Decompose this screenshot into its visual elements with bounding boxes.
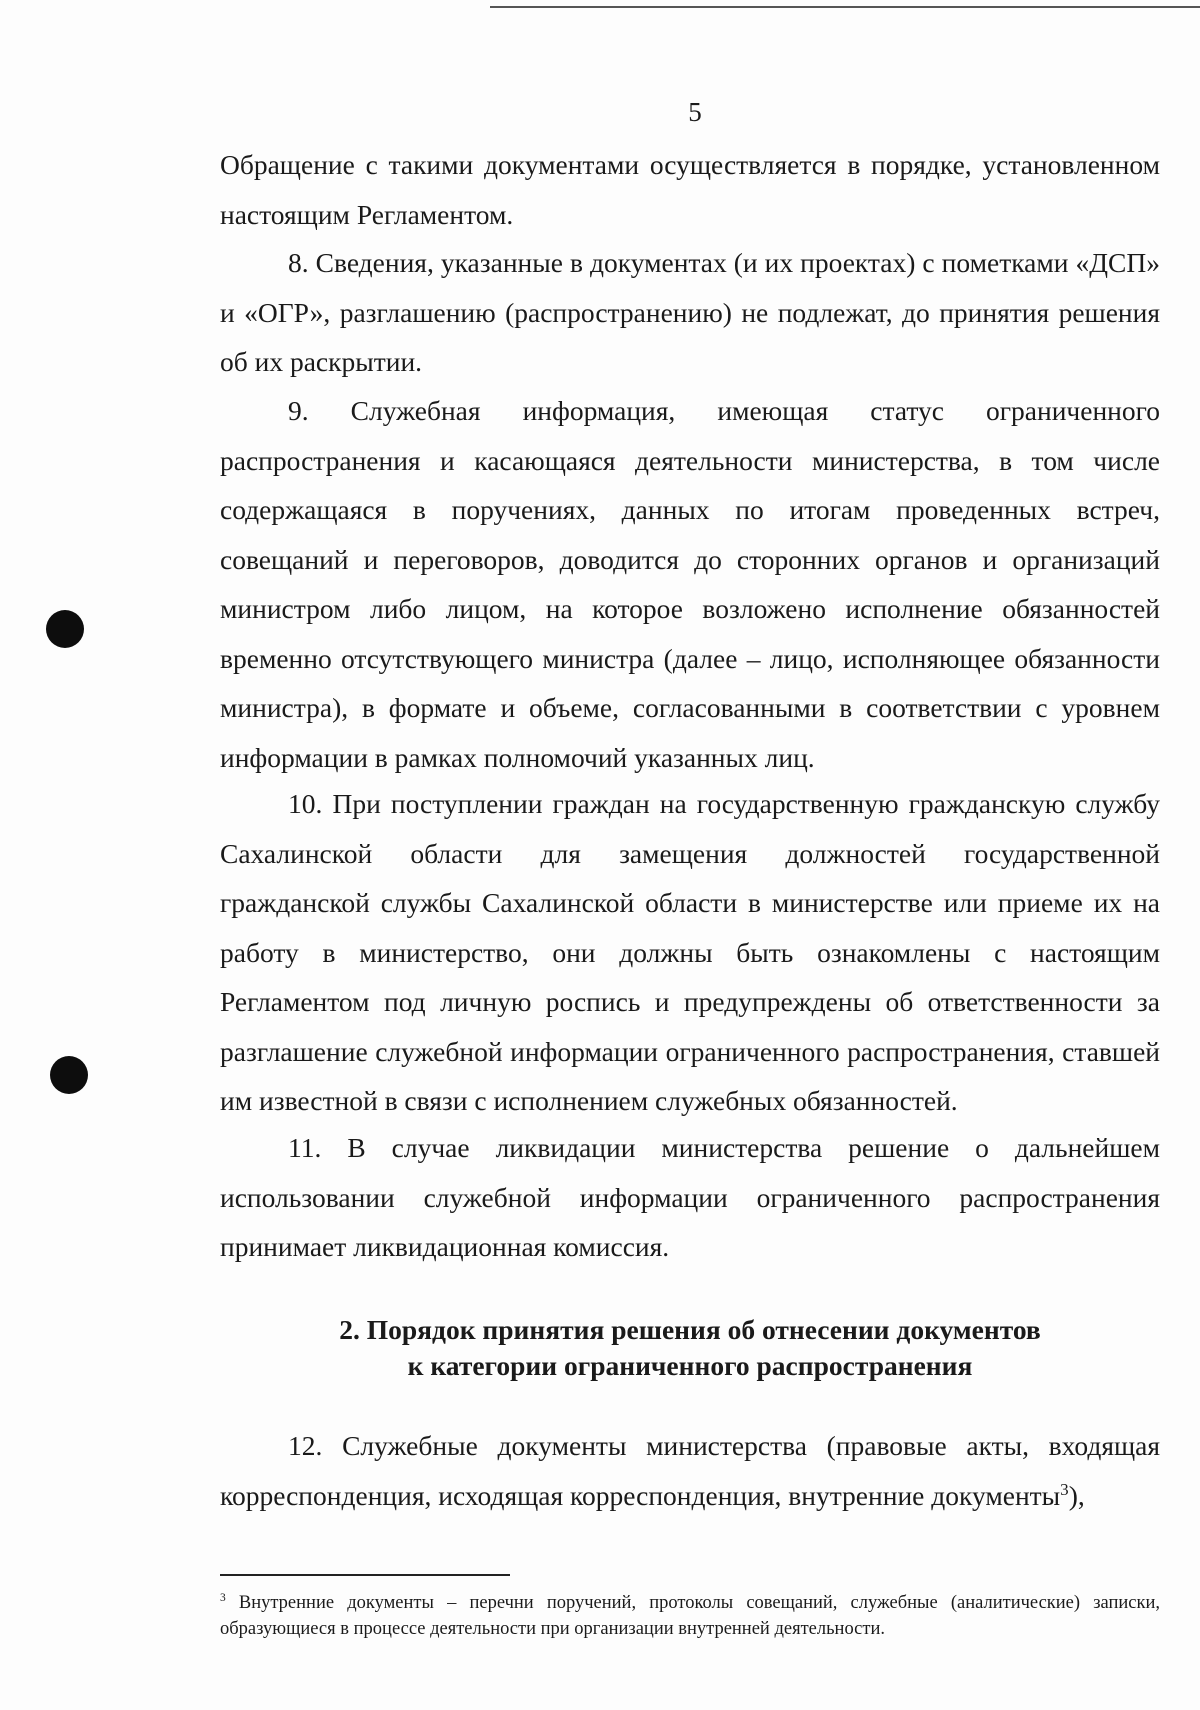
hole-punch-mark bbox=[46, 610, 84, 648]
section-heading-line-1: 2. Порядок принятия решения об отнесении документов bbox=[339, 1314, 1041, 1345]
footnote-separator bbox=[220, 1574, 510, 1576]
section-heading bbox=[220, 1312, 1160, 1384]
footnote-marker: 3 bbox=[220, 1591, 226, 1604]
paragraph-item-9: 9. Служебная информация, имеющая статус ограниченного распространения и касающаяся деятельности министерства, в том числе содержащаяся в поручениях, данных по итогам проведенных встреч, совещаний и переговоров, доводится до сторонних органов и организаций министром либо лицом, на которое возложено исполнение обязанностей временно отсутствующего министра (далее – лицо, исполняющее обязанности министра), в формате и объеме, согласованными в соответствии с уровнем информации в рамках полномочий указанных лиц. bbox=[220, 395, 1160, 773]
footnote bbox=[220, 1590, 1160, 1642]
paragraph-item-12-tail: ), bbox=[1068, 1479, 1085, 1511]
paragraph-item-11: 11. В случае ликвидации министерства решение о дальнейшем использовании служебной информации ограниченного распространения принимает ликвидационная комиссия. bbox=[220, 1132, 1160, 1262]
paragraph-continuation: Обращение с такими документами осуществляется в порядке, установленном настоящим Регламентом. bbox=[220, 149, 1160, 230]
footnote-text: Внутренние документы – перечни поручений, протоколы совещаний, служебные (аналитические) записки, образующиеся в процессе деятельности при организации внутренней деятельности. bbox=[220, 1593, 1160, 1639]
hole-punch-mark bbox=[50, 1056, 88, 1094]
paragraph-item-12 bbox=[220, 1421, 1160, 1520]
section-heading-line-2: к категории ограниченного распространения bbox=[407, 1350, 973, 1381]
paragraph-item-12-text: 12. Служебные документы министерства (правовые акты, входящая корреспонденция, исходящая корреспонденция, внутренние документы bbox=[220, 1430, 1160, 1511]
page-number: 5 bbox=[688, 97, 702, 127]
footnote-reference: 3 bbox=[1060, 1479, 1069, 1499]
paragraph-item-8: 8. Сведения, указанные в документах (и их проектах) с пометками «ДСП» и «ОГР», разглашению (распространению) не подлежат, до принятия решения об их раскрытии. bbox=[220, 247, 1160, 377]
top-edge-rule bbox=[490, 6, 1200, 8]
paragraph-item-10: 10. При поступлении граждан на государственную гражданскую службу Сахалинской области для замещения должностей государственной гражданской службы Сахалинской области в министерстве или приеме их на работу в министерство, они должны быть ознакомлены с настоящим Регламентом под личную роспись и предупреждены об ответственности за разглашение служебной информации ограниченного распространения, ставшей им известной в связи с исполнением служебных обязанностей. bbox=[220, 788, 1160, 1116]
